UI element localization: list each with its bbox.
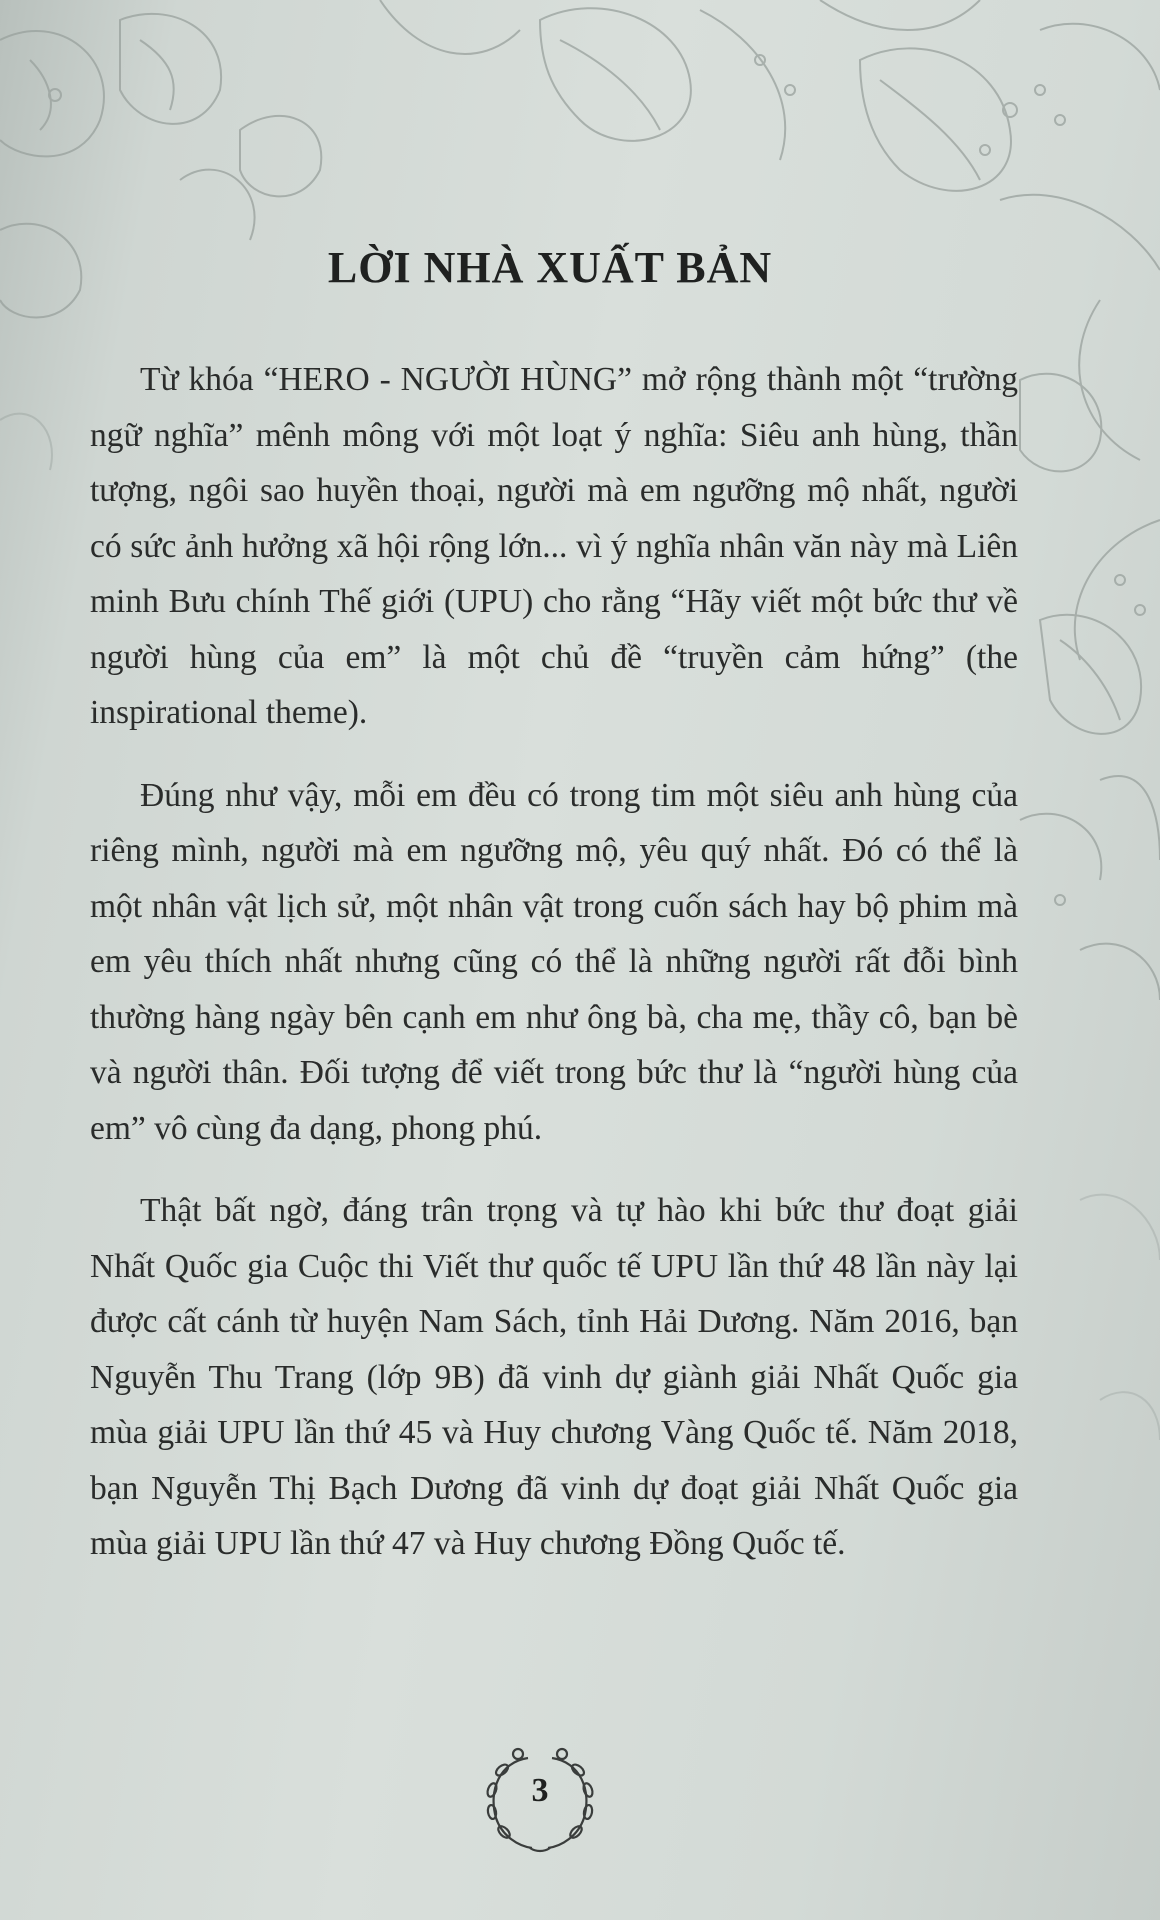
page-number-badge	[470, 1740, 610, 1860]
paragraph-2: Đúng như vậy, mỗi em đều có trong tim một siêu anh hùng của riêng mình, người mà em ngưỡng mộ, yêu quý nhất. Đó có thể là một nhân vật lịch sử, một nhân vật trong cuốn sách hay bộ phim mà em yêu thích nhất nhưng cũng có thể là những người rất đỗi bình thường hàng ngày bên cạnh em như ông bà, cha mẹ, thầy cô, bạn bè và người thân. Đối tượng để viết trong bức thư là “người hùng của em” vô cùng đa dạng, phong phú.	[90, 776, 1018, 1147]
page-number: 3	[531, 1772, 549, 1809]
page-heading: LỜI NHÀ XUẤT BẢN	[327, 243, 773, 292]
body-text	[90, 352, 1018, 1599]
paragraph-3: Thật bất ngờ, đáng trân trọng và tự hào khi bức thư đoạt giải Nhất Quốc gia Cuộc thi Viết thư quốc tế UPU lần thứ 48 lần này lại được cất cánh từ huyện Nam Sách, tỉnh Hải Dương. Năm 2016, bạn Nguyễn Thu Trang (lớp 9B) đã vinh dự giành giải Nhất Quốc gia mùa giải UPU lần thứ 45 và Huy chương Vàng Quốc tế. Năm 2018, bạn Nguyễn Thị Bạch Dương đã vinh dự đoạt giải Nhất Quốc gia mùa giải UPU lần thứ 47 và Huy chương Đồng Quốc tế.	[90, 1192, 1018, 1562]
paragraph-1: Từ khóa “HERO - NGƯỜI HÙNG” mở rộng thành một “trường ngữ nghĩa” mênh mông với một loạt ý nghĩa: Siêu anh hùng, thần tượng, ngôi sao huyền thoại, người mà em ngưỡng mộ nhất, người có sức ảnh hưởng xã hội rộng lớn... vì ý nghĩa nhân văn này mà Liên minh Bưu chính Thế giới (UPU) cho rằng “Hãy viết một bức thư về người hùng của em” là một chủ đề “truyền cảm hứng” (the inspirational theme).	[90, 361, 1018, 731]
